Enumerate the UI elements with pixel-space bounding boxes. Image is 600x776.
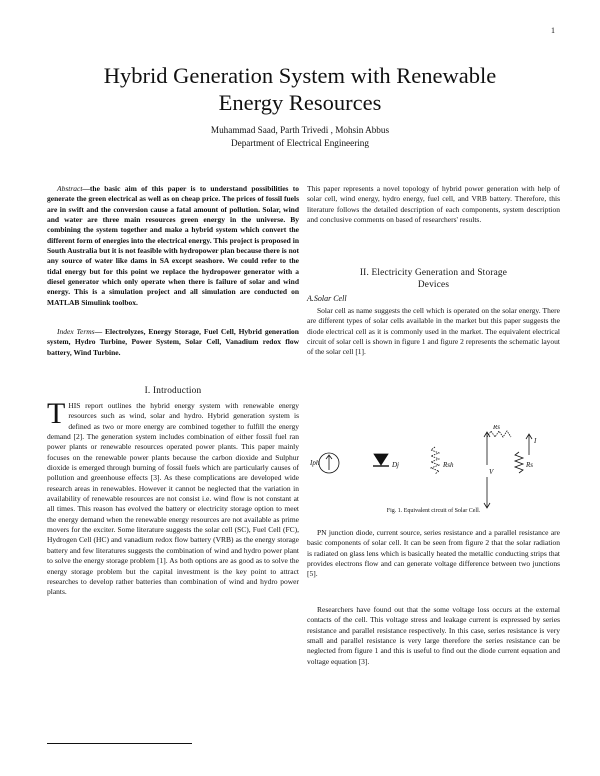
solar-cell-paragraph: Solar cell as name suggests the cell which is operated on the solar energy. There are different types of solar cells available in the market but this paper suggests the diode electrical cell as it is commonly used in the market. The equivalent electrical circuit of solar cell is shown in figure 1 and figure 2 represents the schematic layout of the solar cell [1]. (307, 306, 560, 357)
equivalent-circuit-figure (307, 425, 560, 520)
pn-junction-paragraph: PN junction diode, current source, series resistance and a parallel resistance are basic components of solar cell. It can be seen from figure 2 that the solar radiation is radiated on glass lens which is basically heated the metallic conducting strips that provides electrons flow and can generate voltage difference between two junctions [5]. (307, 528, 560, 579)
load-resistor-symbol (515, 452, 523, 473)
section2-heading-line-1: II. Electricity Generation and Storage (359, 268, 508, 278)
label-v: V (489, 468, 494, 476)
affiliation: Department of Electrical Engineering (230, 138, 369, 148)
title-line-1: Hybrid Generation System with Renewable (103, 63, 497, 88)
label-rs-series: Rs (493, 425, 500, 431)
label-iph: Iph (310, 459, 320, 467)
author-list: Muhammad Saad, Parth Trivedi , Mohsin Abbus (210, 125, 390, 135)
shunt-resistor-symbol (431, 447, 439, 474)
label-rs-load: Rs (526, 461, 533, 469)
abstract-label: Abstract (57, 184, 83, 193)
diode-symbol (374, 454, 388, 465)
footnote-divider (47, 743, 192, 744)
introduction-body (47, 397, 299, 598)
index-terms-text: — Electrolyzes, Energy Storage, Fuel Cell, Hybrid generation system, Hydro Turbine, Power System, Solar Cell, Vanadium redox flow battery, Wind Turbine. (47, 327, 299, 357)
index-terms-label: Index Terms (57, 327, 95, 336)
figure-caption: Fig. 1. Equivalent circuit of Solar Cell. (386, 508, 481, 514)
title-line-2: Energy Resources (218, 90, 382, 115)
label-rsh: Rsh (443, 461, 454, 469)
index-terms (47, 327, 299, 358)
abstract-text: —the basic aim of this paper is to understand possibilities to generate the green electrical as well as on cheap price. The prices of fossil fuels are in swift and the conversion cause a fatal amount of pollution. Solar, wind and water are three main resources green energy in the universe. By combining the system together and make a hybrid system which convert the different form of energies into the electrical energy. This project is proposed in South Australia but it is not feasible with hydropower plan because there is not any source of water like dams in SA except seashore. We could refer to the tidal energy but for this point we replace the hydropower generator with a diesel generator which only operate when there is failure of solar and wind energy. This is a simulation project and all simulation are conducted on MATLAB Simulink toolbox. (47, 184, 299, 307)
section-heading-electricity-generation (307, 267, 560, 291)
section-heading-introduction: I. Introduction (144, 386, 202, 396)
label-dj: Dj (392, 461, 399, 469)
paper-title (0, 62, 600, 116)
right-intro-paragraph: This paper represents a novel topology of hybrid power generation with help of solar cell, wind energy, hydro energy, fuel cell, and VRB battery. Therefore, this literature follows the detailed description of each components, system description and conclusive comments on based of researchers' results. (307, 184, 560, 225)
researchers-paragraph: Researchers have found out that the some voltage loss occurs at the external contacts of the cell. This voltage stress and leakage current is expressed by series resistance and parallel resistance respectively. In this case, series resistance is very small and parallel resistance is very large therefore the series resistance can be neglected from figure 1 and this is useful to find out the diode current equation and voltage equation [3]. (307, 605, 560, 666)
section2-heading-line-2: Devices (417, 280, 450, 290)
series-resistor-symbol (487, 431, 511, 437)
abstract (47, 184, 299, 308)
introduction-text: HIS report outlines the hybrid energy system with renewable energy resources such as wind, solar and hydro. Hybrid generation system is defined as two or more energy are combined together to fulfill the energy demand [2]. The generation system includes combination of either fossil fuel ran power plants or renewable resources operated power plants. This paper mainly focuses on the renewable power plants because the carbon dioxide and Sulphur dioxide is emerged through burning of fossil fuels which are particularly causes of pollution and greenhouse effects [3]. As these complications are developed wide research areas in renewables. However it cannot be neglected that the variation in availability of renewable resources are not consist i.e. wind flow is not constant at all times. This reason has evolved the battery or electricity storage option to meet the energy demand when the renewable energy resources are not available as prime movers for the exciter. Some literature suggests the solar cell (SC), Fuel Cell (FC), Hydrogen Cell (HC) and vanadium redox flow battery (VRB) as the energy storage battery and few literatures suggests the combination of wind and hydro power plant to solve the energy storage problem [1]. As both options are as good as to solve the energy storage problem but the capital investment is the key point to attract researches to develop rather batteries than combination of wind and hydro power plants. (47, 401, 299, 597)
subsection-heading-solar-cell: A.Solar Cell (307, 294, 347, 303)
page-number: 1 (551, 26, 555, 35)
label-i: I (534, 437, 537, 445)
drop-cap: T (47, 397, 66, 430)
